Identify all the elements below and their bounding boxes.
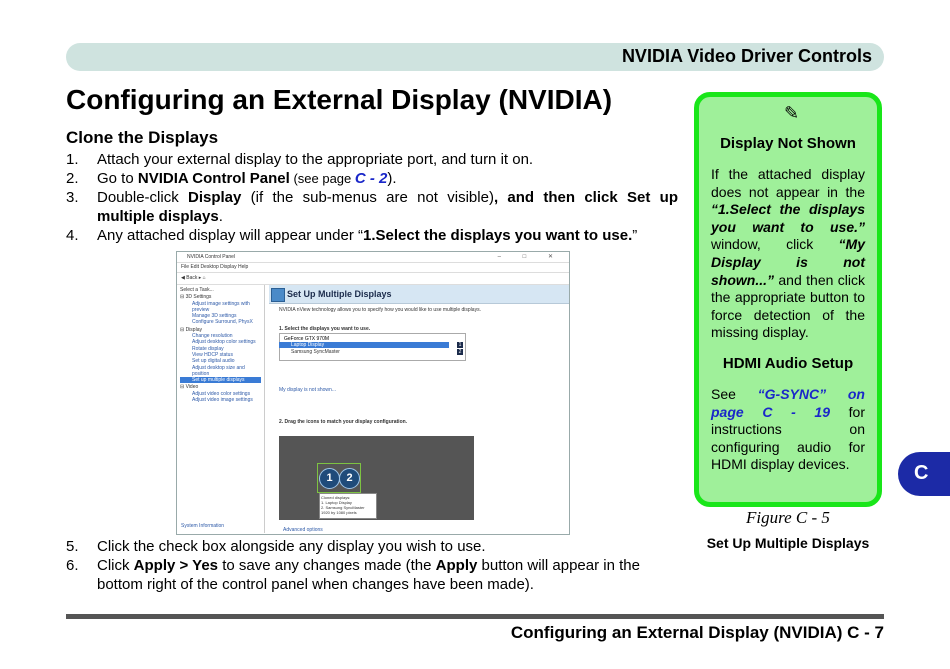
note-text: and then click the appropriate button to force detection of the missing display. xyxy=(711,271,865,341)
step-text: (if the sub-menus are not visible) xyxy=(241,189,494,206)
step-text: to save any changes made (the xyxy=(218,557,436,574)
advanced-options-link[interactable]: Advanced options xyxy=(283,527,323,533)
note-text: If the attached display does not appear in the xyxy=(711,166,865,200)
step-number: 4. xyxy=(66,227,79,244)
step-text: , and then click xyxy=(493,189,628,206)
step-bold: NVIDIA Control Panel xyxy=(137,170,290,187)
clone-group[interactable] xyxy=(317,463,361,493)
tree-item[interactable]: Rotate display xyxy=(192,345,224,352)
note-text: See xyxy=(711,386,758,402)
window-controls[interactable]: – □ ✕ xyxy=(497,254,563,260)
tree-item-selected[interactable]: Set up multiple displays xyxy=(180,377,261,383)
not-shown-link[interactable]: My display is not shown... xyxy=(279,387,336,393)
step-bold: Set up multiple displays xyxy=(97,189,678,225)
note-heading-hdmi: HDMI Audio Setup xyxy=(722,355,854,372)
tree-item[interactable]: Adjust desktop color settings xyxy=(192,339,256,346)
figure-number: Figure C - 5 xyxy=(746,508,830,527)
step-2 xyxy=(66,169,678,188)
step-text: button will appear in the bottom right of the control panel when changes have been made). xyxy=(97,557,640,593)
step-bold: Apply xyxy=(435,557,478,574)
step-text: Click xyxy=(97,557,134,574)
tree-item[interactable]: Adjust video color settings xyxy=(192,390,251,397)
tree-item[interactable]: Set up digital audio xyxy=(192,358,235,365)
panel-title-band xyxy=(269,285,569,304)
step-text: ” xyxy=(632,227,638,244)
note-paragraph-2 xyxy=(711,386,865,474)
tooltip-line: 2. Samsung SyncMaster xyxy=(321,505,365,510)
chapter-letter: C xyxy=(914,462,929,484)
tooltip-line: 1. Laptop Display xyxy=(321,500,352,505)
section-heading: Clone the Displays xyxy=(66,128,219,147)
step-1 xyxy=(66,150,678,169)
tooltip-line: Cloned displays: xyxy=(321,495,351,500)
task-tree xyxy=(177,285,265,533)
note-heading-display: Display Not Shown xyxy=(720,135,856,152)
steps-list-a xyxy=(66,150,678,245)
tree-item[interactable]: View HDCP status xyxy=(192,351,233,358)
step-4 xyxy=(66,226,678,245)
display-icon xyxy=(271,288,285,302)
main-pane xyxy=(269,285,569,534)
intro-text: NVIDIA nView technology allows you to specify how you would like to use multiple displays. xyxy=(279,307,481,313)
tooltip-line: 1920 by 1080 pixels xyxy=(321,510,357,515)
display-name: Laptop Display xyxy=(291,342,325,348)
window-titlebar xyxy=(177,252,569,263)
note-page-link[interactable]: “G-SYNC” on page C - 19 xyxy=(711,386,865,420)
step-bold: Apply > Yes xyxy=(133,557,219,574)
step-number: 3. xyxy=(66,189,79,206)
pen-icon: ✎ xyxy=(784,103,800,123)
step-text: Any attached display will appear under “ xyxy=(97,227,363,244)
page-link[interactable]: C - 2 xyxy=(354,170,388,187)
steps-list-b xyxy=(66,537,678,594)
step-text: Attach your external display to the appropriate port, and turn it on. xyxy=(97,151,534,168)
footer-text: Configuring an External Display (NVIDIA) C - 7 xyxy=(510,623,884,642)
note-text: for instructions on configuring audio for HDMI display devices. xyxy=(711,403,865,473)
step-text: . xyxy=(218,208,223,225)
step-text: Click the check box alongside any display you wish to use. xyxy=(97,538,486,555)
header-band xyxy=(66,43,884,71)
step-bold: Display xyxy=(188,189,242,206)
step2-label: 2. Drag the icons to match your display configuration. xyxy=(279,419,408,425)
note-paragraph-1 xyxy=(711,166,865,342)
note-emphasis: “My Display is not shown...” xyxy=(711,236,865,288)
footer-rule xyxy=(66,614,884,619)
system-info-link[interactable]: System Information xyxy=(181,522,225,529)
tree-item[interactable]: Change resolution xyxy=(192,333,233,340)
tree-item[interactable]: Adjust image settings with preview xyxy=(192,300,250,313)
display-2-icon[interactable]: 2 xyxy=(339,468,360,489)
display-number: 1 xyxy=(458,342,462,348)
step-see: (see page xyxy=(289,171,355,186)
note-emphasis: “1.Select the displays you want to use.” xyxy=(711,201,865,235)
gpu-name: GeForce GTX 970M xyxy=(284,336,330,342)
control-panel-screenshot xyxy=(176,251,570,535)
display-name: Samsung SyncMaster xyxy=(291,349,340,355)
step1-label: 1. Select the displays you want to use. xyxy=(279,326,371,332)
step-number: 2. xyxy=(66,170,79,187)
display-number: 2 xyxy=(458,349,462,355)
step-number: 6. xyxy=(66,557,79,574)
tree-category[interactable]: ⊟ Display xyxy=(180,326,202,333)
step-text: Go to xyxy=(97,170,138,187)
step-bold: 1.Select the displays you want to use. xyxy=(363,227,633,244)
step-3 xyxy=(66,188,678,226)
window-title: NVIDIA Control Panel xyxy=(187,254,236,260)
display-row[interactable] xyxy=(279,349,462,355)
chapter-tab xyxy=(898,452,950,496)
display-row[interactable] xyxy=(279,342,462,348)
step-5 xyxy=(66,537,678,556)
tree-item[interactable]: Adjust desktop size and position xyxy=(192,364,245,377)
menu-bar[interactable]: File Edit Desktop Display Help xyxy=(177,263,569,273)
tree-item[interactable]: Manage 3D settings xyxy=(192,313,237,320)
toolbar[interactable]: ◀ Back ▸ ⌂ xyxy=(177,273,569,285)
tree-item[interactable]: Adjust video image settings xyxy=(192,397,253,404)
panel-title: Set Up Multiple Displays xyxy=(287,289,392,299)
figure-caption: Set Up Multiple Displays xyxy=(706,535,870,551)
display-1-icon[interactable]: 1 xyxy=(319,468,340,489)
step-number: 5. xyxy=(66,538,79,555)
step-number: 1. xyxy=(66,151,79,168)
step-text: ). xyxy=(387,170,397,187)
step-text: Double-click xyxy=(97,189,188,206)
tree-category[interactable]: ⊟ Video xyxy=(180,384,199,391)
header-title: NVIDIA Video Driver Controls xyxy=(621,46,872,66)
note-text: window, click xyxy=(711,236,839,253)
arrangement-canvas[interactable] xyxy=(279,436,474,520)
task-label: Select a Task... xyxy=(180,287,214,293)
step-6 xyxy=(66,556,678,594)
tree-item[interactable]: Configure Surround, PhysX xyxy=(192,319,253,326)
clone-tooltip xyxy=(319,493,377,519)
tree-category[interactable]: ⊟ 3D Settings xyxy=(180,294,212,301)
page-title: Configuring an External Display (NVIDIA) xyxy=(66,84,613,115)
